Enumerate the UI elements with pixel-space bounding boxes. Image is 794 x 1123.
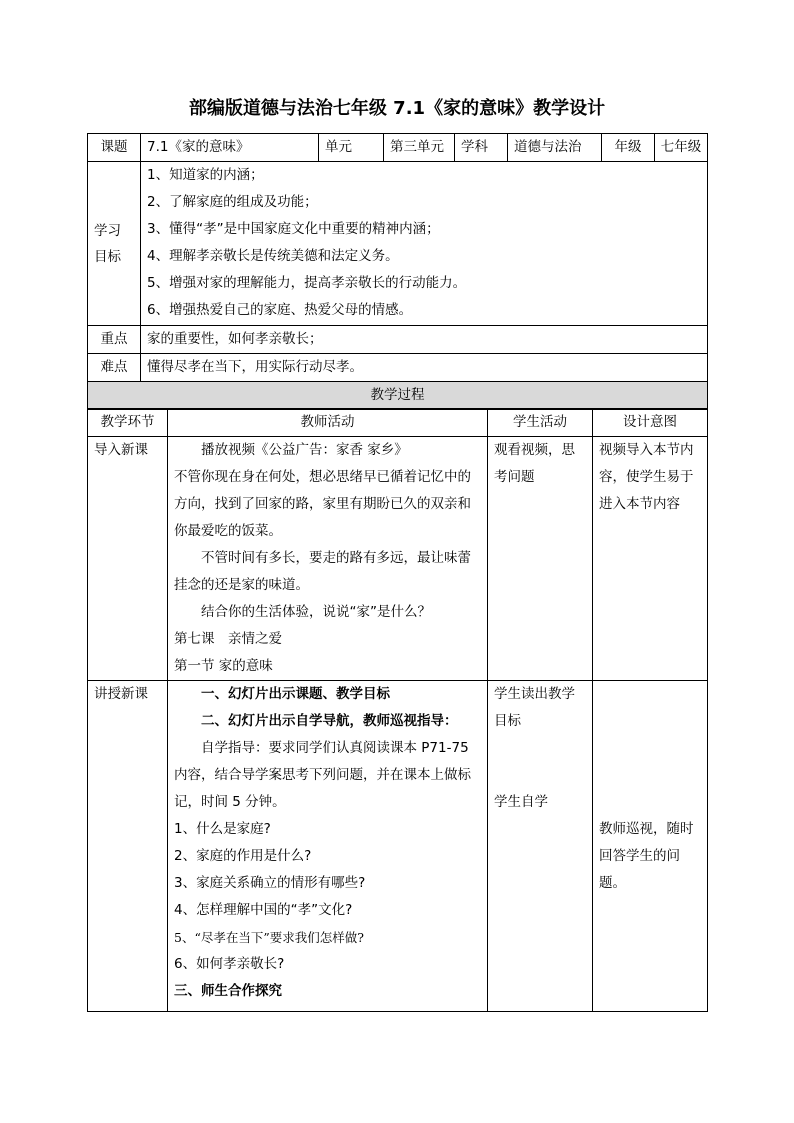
process-table — [87, 408, 708, 1012]
document-title: 部编版道德与法治七年级 7.1《家的意味》教学设计 — [188, 98, 606, 119]
subject-label: 学科 — [455, 134, 508, 162]
stage-teaching: 讲授新课 — [88, 681, 168, 1012]
col-header-teacher: 教师活动 — [168, 409, 488, 437]
objective-item: 3、懂得“孝”是中国家庭文化中重要的精神内涵； — [147, 221, 440, 237]
student-line: 观看视频，思考问题 — [494, 442, 575, 485]
teacher-line: 第七课 亲情之爱 — [174, 631, 282, 647]
teacher-line: 5、“尽孝在当下”要求我们怎样做? — [174, 930, 364, 945]
intent-line: 教师巡视，随时回答学生的问题。 — [599, 821, 694, 891]
process-header: 教学过程 — [88, 382, 708, 410]
course-label: 课题 — [88, 134, 141, 162]
objectives-label-text: 学习目标 — [94, 222, 121, 265]
key-point-value: 家的重要性，如何孝亲敬长； — [141, 326, 708, 354]
objectives-label — [88, 162, 141, 326]
objective-item: 6、增强热爱自己的家庭、热爱父母的情感。 — [147, 302, 413, 318]
objective-item: 1、知道家的内涵； — [147, 167, 264, 183]
teacher-line: 播放视频《公益广告：家香 家乡》 — [201, 442, 408, 458]
student-line: 学生自学 — [494, 794, 548, 810]
objective-item: 4、理解孝亲敬长是传统美德和法定义务。 — [147, 248, 399, 264]
objectives-list — [141, 162, 708, 326]
difficulty-value: 懂得尽孝在当下，用实际行动尽孝。 — [141, 354, 708, 382]
student-activity-teaching — [488, 681, 593, 1012]
teacher-line: 6、如何孝亲敬长? — [174, 956, 285, 972]
unit-value: 第三单元 — [384, 134, 455, 162]
unit-label: 单元 — [319, 134, 384, 162]
course-value: 7.1《家的意味》 — [141, 134, 319, 162]
intent-teaching — [593, 681, 708, 1012]
teacher-activity-teaching — [168, 681, 488, 1012]
teacher-line: 第一节 家的意味 — [174, 658, 273, 674]
teacher-activity-intro — [168, 437, 488, 681]
teacher-line: 不管时间有多长，要走的路有多远，最让味蕾挂念的还是家的味道。 — [174, 550, 471, 593]
stage-intro: 导入新课 — [88, 437, 168, 681]
teacher-line: 3、家庭关系确立的情形有哪些? — [174, 875, 366, 891]
difficulty-label: 难点 — [88, 354, 141, 382]
teacher-line: 2、家庭的作用是什么? — [174, 848, 312, 864]
col-header-student: 学生活动 — [488, 409, 593, 437]
teacher-line: 4、怎样理解中国的“孝”文化? — [174, 902, 353, 918]
intent-intro — [593, 437, 708, 681]
objective-item: 2、了解家庭的组成及功能； — [147, 194, 318, 210]
student-line: 学生读出教学目标 — [494, 686, 575, 729]
objective-item: 5、增强对家的理解能力，提高孝亲敬长的行动能力。 — [147, 275, 467, 291]
subject-value: 道德与法治 — [508, 134, 602, 162]
col-header-stage: 教学环节 — [88, 409, 168, 437]
student-activity-intro — [488, 437, 593, 681]
teacher-line: 1、什么是家庭? — [174, 821, 271, 837]
teacher-line: 结合你的生活体验，说说“家”是什么？ — [201, 604, 431, 620]
teacher-line: 自学指导：要求同学们认真阅读课本 P71-75内容，结合导学案思考下列问题，并在课本上做标记，时间 5 分钟。 — [174, 740, 471, 810]
col-header-intent: 设计意图 — [593, 409, 708, 437]
intent-line: 视频导入本节内容，使学生易于进入本节内容 — [599, 442, 694, 512]
key-point-label: 重点 — [88, 326, 141, 354]
teacher-line: 不管你现在身在何处，想必思绪早已循着记忆中的方向，找到了回家的路，家里有期盼已久的双亲和你最爱吃的饭菜。 — [174, 469, 471, 539]
teacher-line: 三、师生合作探究 — [174, 983, 282, 999]
teacher-line: 二、幻灯片出示自学导航，教师巡视指导： — [201, 713, 458, 729]
grade-label: 年级 — [602, 134, 655, 162]
teacher-line: 一、幻灯片出示课题、教学目标 — [201, 686, 390, 702]
info-table — [87, 133, 708, 410]
grade-value: 七年级 — [655, 134, 708, 162]
